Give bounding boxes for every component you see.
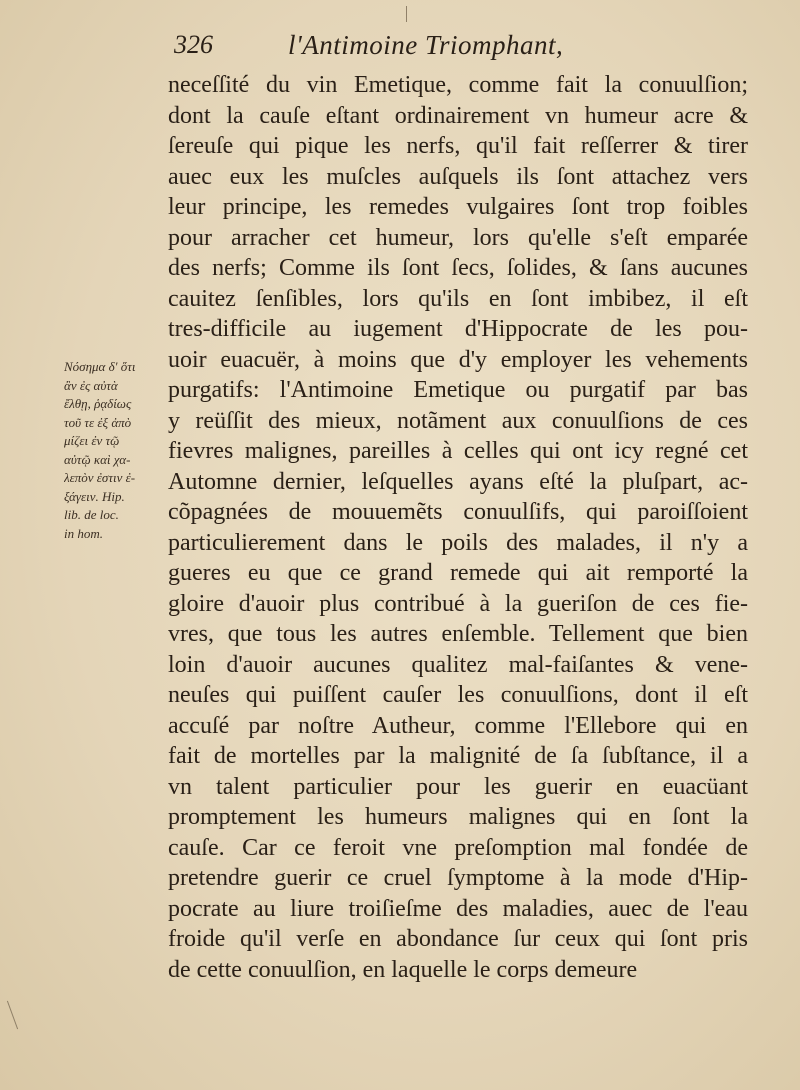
text-line: loin d'auoir aucunes qualitez mal-faiſantes & vene- (168, 651, 748, 678)
text-line: fait de mortelles par la malignité de ſa ſubſtance, il a (168, 743, 748, 769)
margin-note-line: ἂν ἐς αὐτὰ (64, 377, 118, 393)
text-line: neceſſité du vin Emetique, comme fait la conuulſion; (168, 72, 748, 98)
text-line: Automne dernier, leſquelles ayans eſté la pluſpart, ac- (168, 468, 748, 495)
paper-mark (406, 6, 407, 22)
text-line: tres-difficile au iugement d'Hippocrate de les pou- (168, 316, 748, 342)
page-number: 326 (174, 30, 213, 59)
text-line: vn talent particulier pour les guerir en euacüant (168, 773, 748, 800)
text-line: froide qu'il verſe en abondance ſur ceux qui ſont pris (168, 926, 748, 952)
margin-note-line: lib. de loc. (64, 507, 119, 522)
margin-note-line: αὐτῷ καὶ χα- (64, 451, 131, 467)
text-line: accuſé par noſtre Autheur, comme l'Ellebore qui en (168, 712, 748, 739)
text-line: particulierement dans le poils des malades, il n'y a (168, 529, 748, 556)
text-line: gueres eu que ce grand remede qui ait remporté la (168, 560, 748, 586)
text-line: auec eux les muſcles auſquels ils ſont attachez vers (168, 163, 748, 190)
text-line: cauitez ſenſibles, lors qu'ils en ſont imbibez, il eſt (168, 285, 748, 312)
margin-note-line: in hom. (64, 525, 103, 541)
margin-note-line: μίζει ἐν τῷ (64, 433, 120, 448)
text-line: dont la cauſe eſtant ordinairement vn humeur acre & (168, 102, 748, 129)
text-line: pocrate au liure troiſieſme des maladies, auec de l'eau (168, 895, 748, 922)
text-line: uoir euacuër, à moins que d'y employer les vehements (168, 346, 748, 373)
running-title: l'Antimoine Triomphant, (288, 30, 564, 60)
text-line: de cette conuulſion, en laquelle le corps demeure (168, 956, 638, 983)
body-text (168, 70, 748, 985)
text-line: promptement les humeurs malignes qui en ſont la (168, 804, 748, 830)
margin-note (64, 358, 154, 543)
text-line: y reüſſit des mieux, notãment aux conuulſions de ces (168, 407, 748, 434)
text-line: leur principe, les remedes vulgaires ſont trop foibles (168, 194, 748, 220)
margin-note-line: ξάγειν. Hip. (64, 488, 125, 504)
text-line: cõpagnées de mouuemẽts conuulſifs, qui paroiſſoient (168, 499, 748, 525)
text-line: pour arracher cet humeur, lors qu'elle s'eſt emparée (168, 224, 748, 251)
text-line: pretendre guerir ce cruel ſymptome à la mode d'Hip- (168, 865, 748, 891)
text-line: gloire d'auoir plus contribué à la gueriſon de ces fie- (168, 590, 748, 617)
text-line: fievres malignes, pareilles à celles qui ont icy regné cet (168, 438, 748, 464)
text-line: des nerfs; Comme ils ſont ſecs, ſolides, & ſans aucunes (168, 255, 748, 281)
text-line: neuſes qui puiſſent cauſer les conuulſions, dont il eſt (168, 682, 748, 708)
paper-mark (7, 1001, 18, 1030)
margin-note-line: τοῦ τε ἐξ ἀπὸ (64, 414, 132, 430)
text-line: ſereuſe qui pique les nerfs, qu'il fait reſſerrer & tirer (168, 133, 748, 159)
text-line: purgatifs: l'Antimoine Emetique ou purgatif par bas (168, 377, 748, 403)
margin-note-line: λεπὸν ἐστιν ἐ- (64, 470, 136, 485)
margin-note-line: Νόσημα δ' ὅτι (64, 359, 136, 374)
margin-note-line: ἔλθῃ, ῥᾳδίως (64, 396, 132, 411)
text-line: vres, que tous les autres enſemble. Tellement que bien (168, 621, 748, 647)
page-header (168, 30, 758, 70)
text-line: cauſe. Car ce feroit vne preſomption mal fondée de (168, 834, 748, 861)
